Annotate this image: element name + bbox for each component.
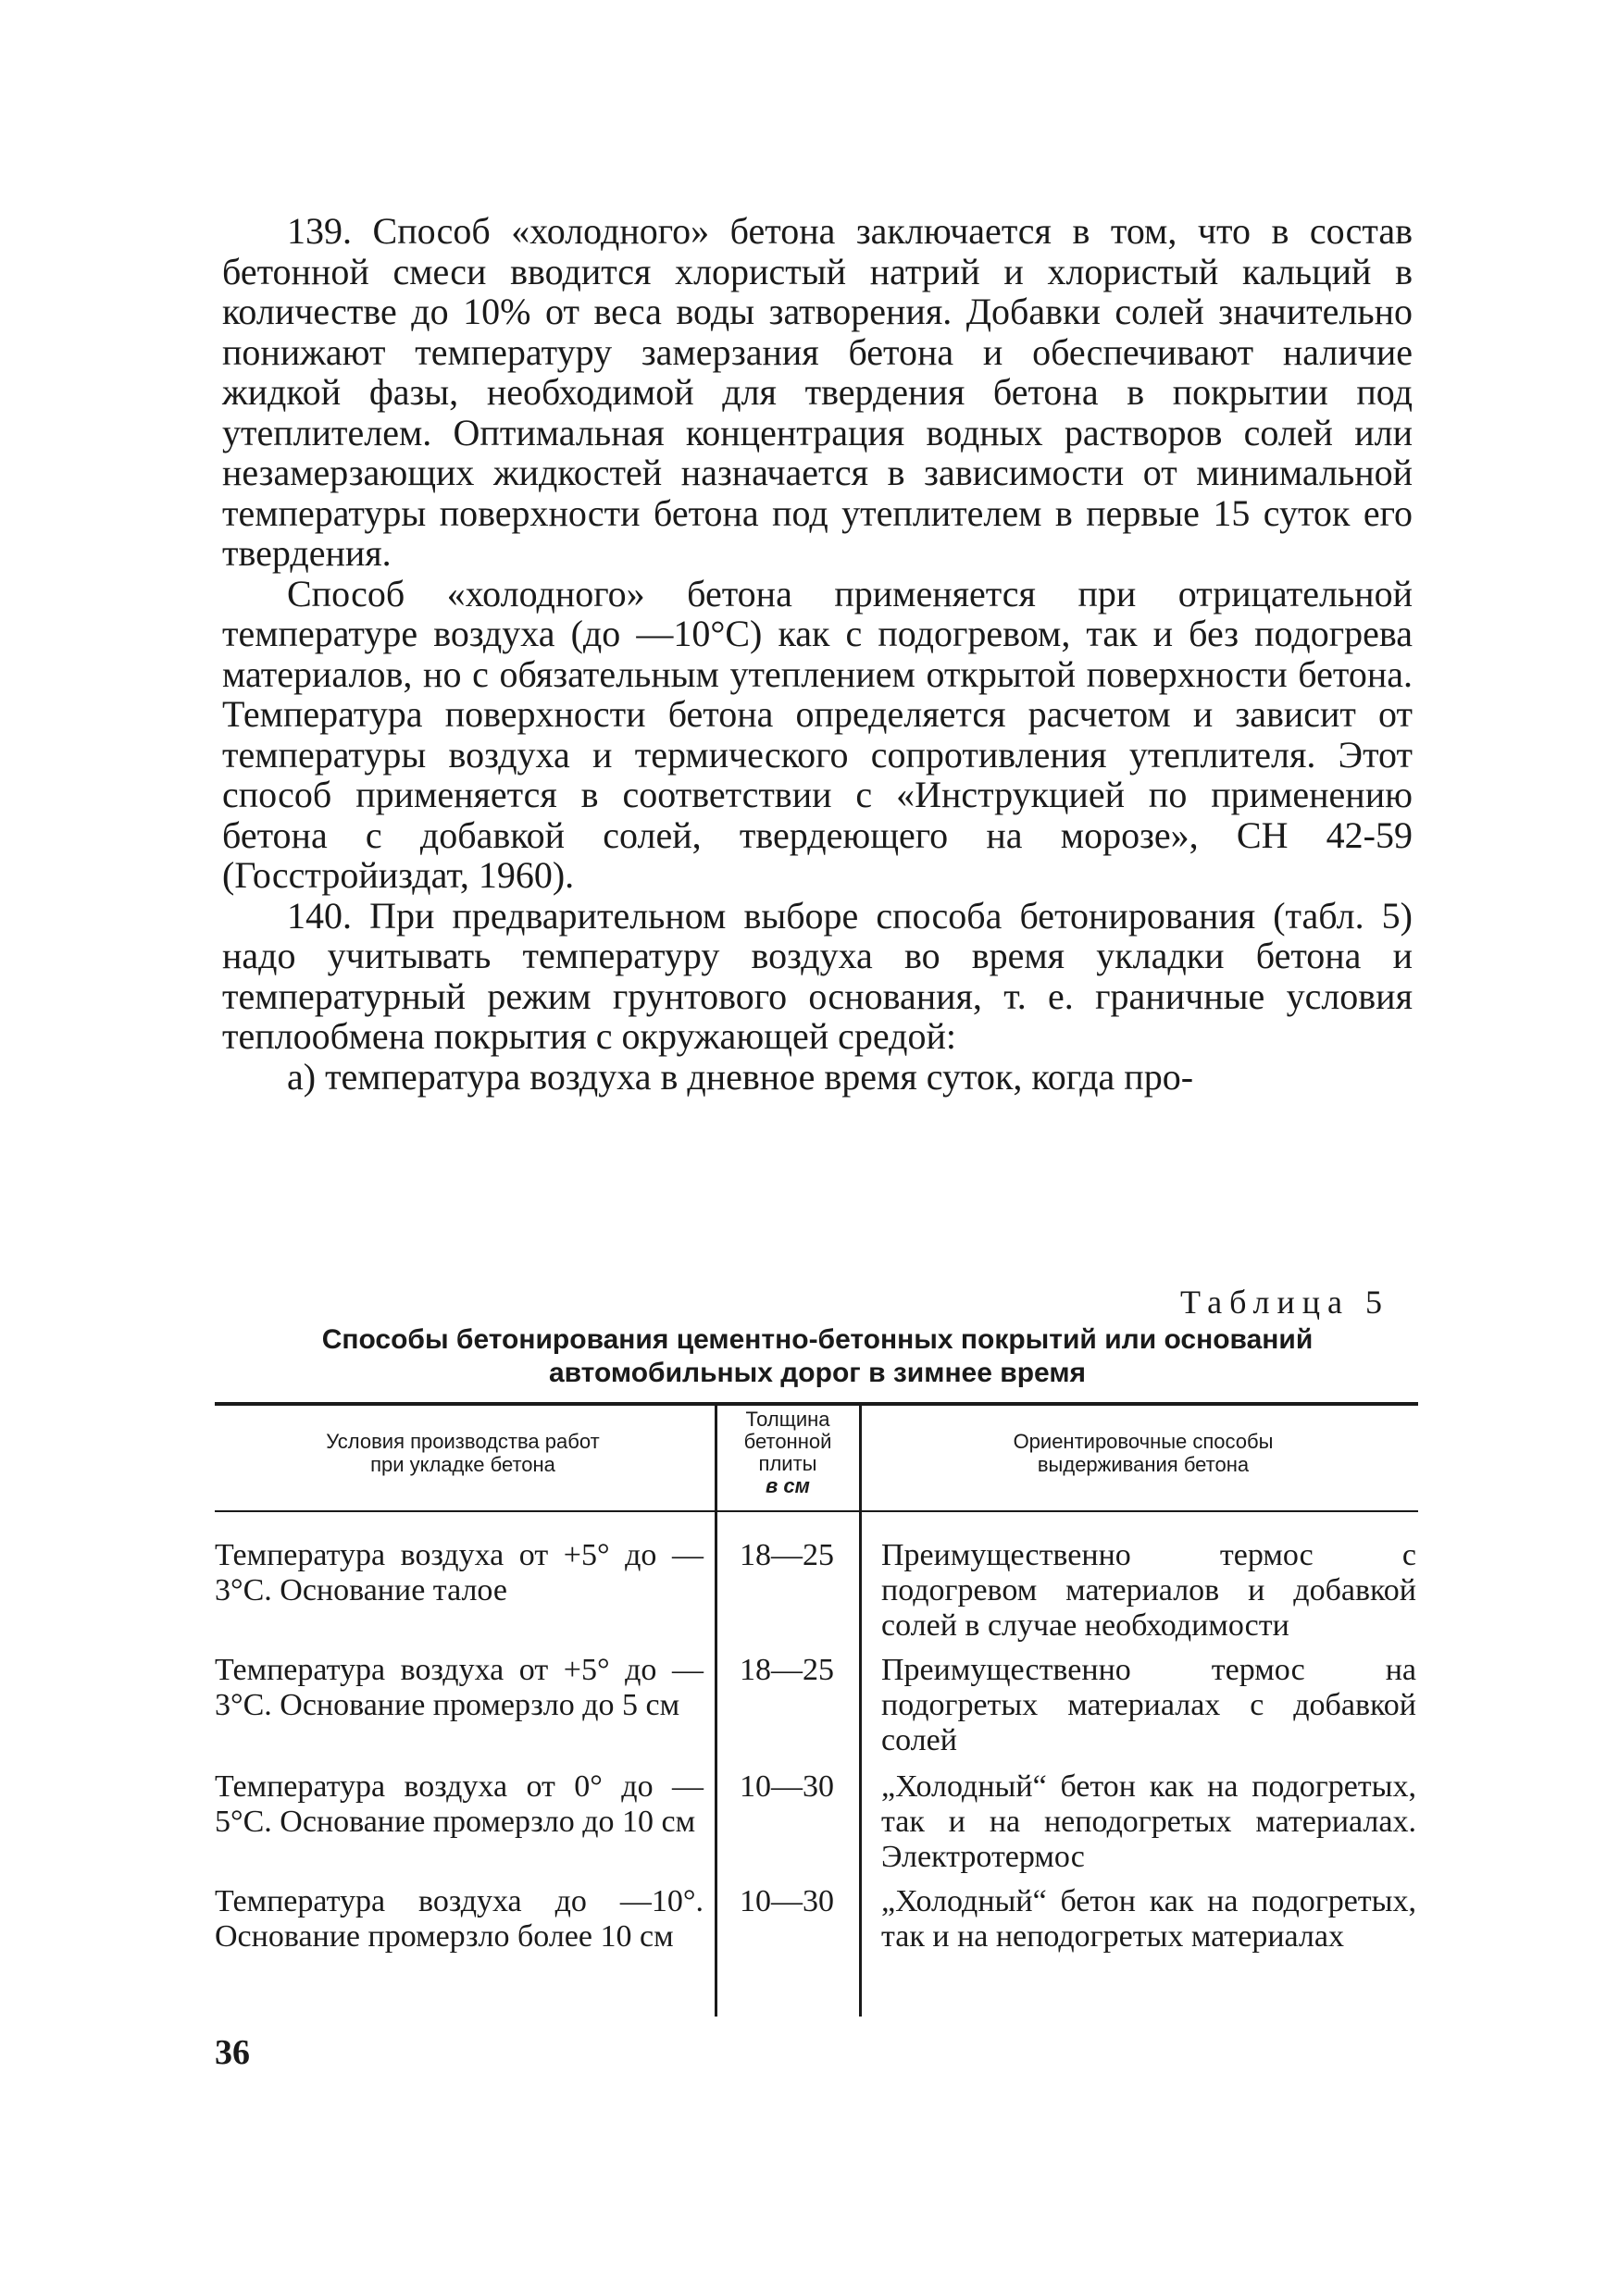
page-number: 36 — [215, 2033, 250, 2072]
table-row-1-conditions: Температура воздуха от +5° до —3°С. Основание талое — [215, 1538, 704, 1607]
table-row-2-methods: Преимущественно термос на подогретых материалах с добавкой солей — [881, 1653, 1416, 1757]
table-row-1-methods: Преимущественно термос с подогревом материалов и добавкой солей в случае необходимости — [881, 1538, 1416, 1643]
table-row-3-conditions: Температура воздуха от 0° до —5°С. Основание промерзло до 10 см — [215, 1769, 704, 1839]
paragraph-a: а) температура воздуха в дневное время суток, когда про- — [287, 1055, 1194, 1098]
paragraph-cold-concrete: Способ «холодного» бетона применяется при отрицательной температуре воздуха (до —10°С) как с подогревом, так и без подогрева материалов, но с обязательным утеплением открытой поверхности бетона. Температура поверхности бетона определяется расчетом и зависит от температуры воздуха и термического сопротивления утеплителя. Этот способ применяется в соответствии с «Инструкцией по применению бетона с добавкой солей, твердеющего на морозе», СН 42-59 (Госстройиздат, 1960). — [222, 572, 1413, 896]
table-title-line-1: Способы бетонирования цементно-бетонных покрытий или оснований — [321, 1324, 1314, 1355]
paragraph-140: 140. При предварительном выборе способа бетонирования (табл. 5) надо учитывать температуру воздуха во время укладки бетона и температурный режим грунтового основания, т. е. граничные условия теплообмена покрытия с окружающей средой: — [222, 894, 1413, 1057]
table-row-3-thickness: 10—30 — [740, 1769, 834, 1804]
table-row-2-thickness: 18—25 — [740, 1653, 834, 1687]
table-row-4-conditions: Температура воздуха до —10°. Основание промерзло более 10 см — [215, 1884, 704, 1954]
column-divider-2 — [859, 1406, 862, 2017]
table-header-rule — [215, 1510, 1418, 1512]
table-label: Таблица 5 — [1180, 1284, 1389, 1321]
table-row-1-thickness: 18—25 — [740, 1538, 834, 1572]
header-thickness: Толщина бетонной плиты в см — [743, 1408, 832, 1497]
body-text — [222, 211, 1413, 1097]
table-row-4-thickness: 10—30 — [740, 1884, 834, 1918]
paragraph-139: 139. Способ «холодного» бетона заключается в том, что в состав бетонной смеси вводится хлористый натрий и хлористый кальций в количестве до 10% от веса воды затворения. Добавки солей значительно понижают температуру замерзания бетона и обеспечивают наличие жидкой фазы, необходимой для твердения бетона в покрытии под утеплителем. Оптимальная концентрация водных растворов солей или незамерзающих жидкостей назначается в зависимости от минимальной температуры поверхности бетона под утеплителем в первые 15 суток его твердения. — [222, 210, 1413, 574]
header-conditions: Условия производства работ при укладке бетона — [326, 1430, 600, 1476]
table-title — [222, 1323, 1413, 1390]
header-methods: Ориентировочные способы выдерживания бетона — [1013, 1430, 1274, 1476]
table-title-line-2: автомобильных дорог в зимнее время — [548, 1358, 1087, 1388]
table-row-3-methods: „Холодный“ бетон как на подогретых, так и на неподогретых материалах. Электротермос — [881, 1769, 1416, 1874]
table-row-2-conditions: Температура воздуха от +5° до —3°С. Основание промерзло до 5 см — [215, 1653, 704, 1722]
table-top-rule — [215, 1402, 1418, 1406]
column-divider-1 — [715, 1406, 717, 2017]
table-row-4-methods: „Холодный“ бетон как на подогретых, так и на неподогретых материалах — [881, 1884, 1416, 1954]
